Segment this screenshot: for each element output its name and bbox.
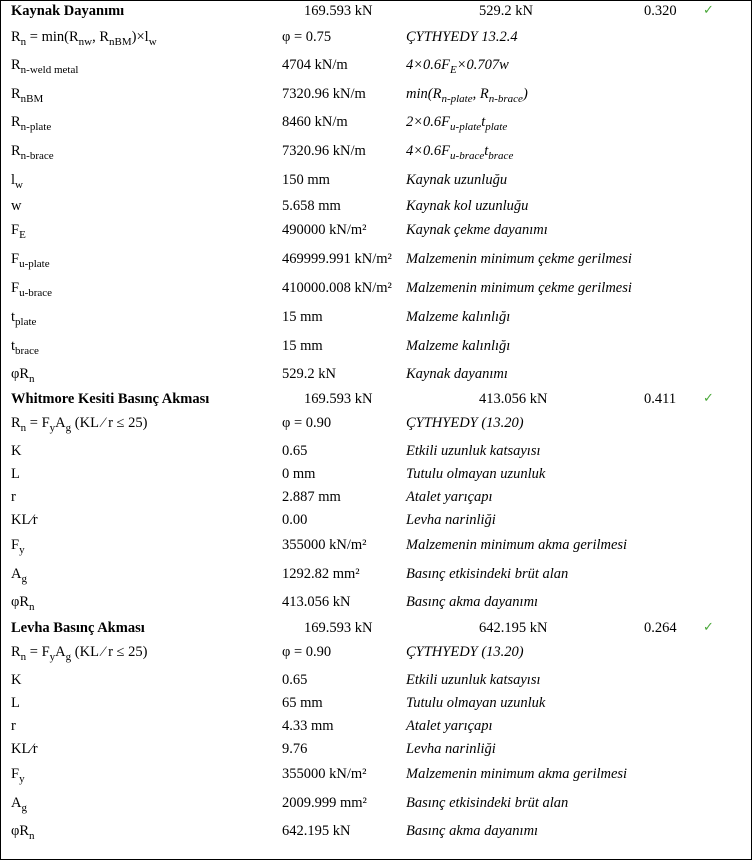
note: Malzemenin minimum akma gerilmesi (406, 766, 628, 782)
value: 0.00 (282, 512, 308, 528)
value: φ = 0.75 (282, 29, 332, 45)
check-icon: ✓ (703, 620, 714, 635)
note: Etkili uzunluk katsayısı (406, 443, 541, 459)
value: 410000.008 kN/m² (282, 280, 392, 296)
note: Basınç akma dayanımı (406, 823, 539, 839)
symbol: $R_{nBM}$ (11, 86, 44, 105)
value: 9.76 (282, 741, 308, 757)
symbol: $R_n = F_yA_g$ (KL ⁄ r ≤ 25) (11, 415, 148, 434)
symbol: $l_w$ (11, 172, 23, 191)
check-icon: ✓ (703, 3, 714, 18)
symbol: $A_g$ (11, 795, 27, 814)
symbol: $\varphi R_n$ (11, 594, 35, 613)
value: 0 mm (282, 466, 316, 482)
symbol: $F_{u-brace}$ (11, 280, 53, 299)
capacity-value: 642.195 kN (479, 620, 548, 636)
symbol: $A_g$ (11, 566, 27, 585)
formula: $4\times 0.6F_{u-brace}t_{brace}$ (406, 143, 514, 162)
symbol: r (11, 718, 16, 734)
note: Malzemenin minimum çekme gerilmesi (406, 280, 632, 296)
value: 65 mm (282, 695, 323, 711)
symbol: KL⁄r (11, 741, 38, 757)
ratio-value: 0.411 (644, 391, 677, 407)
ratio-value: 0.320 (644, 3, 677, 19)
value: 642.195 kN (282, 823, 351, 839)
value: 355000 kN/m² (282, 766, 367, 782)
note: ÇYTHYEDY (13.20) (406, 644, 524, 660)
capacity-value: 413.056 kN (479, 391, 548, 407)
formula: $2\times 0.6F_{u-plate}t_{plate}$ (406, 114, 508, 133)
demand-value: 169.593 kN (304, 620, 373, 636)
note: Malzemenin minimum çekme gerilmesi (406, 251, 632, 267)
symbol: r (11, 489, 16, 505)
value: 5.658 mm (282, 198, 341, 214)
formula: $\min(R_{n-plate}$, $R_{n-brace}$) (406, 86, 528, 105)
note: Malzemenin minimum akma gerilmesi (406, 537, 628, 553)
value: φ = 0.90 (282, 415, 332, 431)
note: Kaynak çekme dayanımı (406, 222, 548, 238)
symbol: $t_{plate}$ (11, 309, 37, 328)
value: 0.65 (282, 443, 308, 459)
value: 2009.999 mm² (282, 795, 367, 811)
symbol: $F_E$ (11, 222, 26, 241)
value: 8460 kN/m (282, 114, 348, 130)
note: Etkili uzunluk katsayısı (406, 672, 541, 688)
value: 490000 kN/m² (282, 222, 367, 238)
value: 4.33 mm (282, 718, 334, 734)
capacity-value: 529.2 kN (479, 3, 533, 19)
note: Kaynak kol uzunluğu (406, 198, 529, 214)
value: 2.887 mm (282, 489, 341, 505)
value: 0.65 (282, 672, 308, 688)
value: 1292.82 mm² (282, 566, 360, 582)
symbol: $R_{n-plate}$ (11, 114, 52, 133)
note: Atalet yarıçapı (406, 718, 493, 734)
symbol: $F_y$ (11, 766, 25, 785)
symbol: $F_y$ (11, 537, 25, 556)
symbol: $t_{brace}$ (11, 338, 39, 357)
note: Atalet yarıçapı (406, 489, 493, 505)
symbol: $R_{n-weld metal}$ (11, 57, 79, 76)
symbol: L (11, 695, 20, 711)
note: ÇYTHYEDY (13.20) (406, 415, 524, 431)
symbol: K (11, 672, 22, 688)
note: Kaynak uzunluğu (406, 172, 508, 188)
demand-value: 169.593 kN (304, 3, 373, 19)
symbol: $R_n = F_yA_g$ (KL ⁄ r ≤ 25) (11, 644, 148, 663)
note: Malzeme kalınlığı (406, 309, 511, 325)
symbol: K (11, 443, 22, 459)
note: ÇYTHYEDY 13.2.4 (406, 29, 518, 45)
value: 7320.96 kN/m (282, 143, 366, 159)
note: Levha narinliği (406, 741, 496, 757)
symbol: $R_{n-brace}$ (11, 143, 54, 162)
note: Tutulu olmayan uzunluk (406, 695, 546, 711)
section-title: Whitmore Kesiti Basınç Akması (11, 391, 210, 407)
value: 469999.991 kN/m² (282, 251, 392, 267)
note: Kaynak dayanımı (406, 366, 508, 382)
symbol: $\varphi R_n$ (11, 823, 35, 842)
section-title: Levha Basınç Akması (11, 620, 145, 636)
symbol: w (11, 198, 22, 214)
formula: $4\times 0.6F_E\times 0.707w$ (406, 57, 509, 76)
value: 355000 kN/m² (282, 537, 367, 553)
note: Basınç akma dayanımı (406, 594, 539, 610)
symbol: $\varphi R_n$ (11, 366, 35, 385)
note: Basınç etkisindeki brüt alan (406, 566, 569, 582)
value: 413.056 kN (282, 594, 351, 610)
symbol: L (11, 466, 20, 482)
value: 529.2 kN (282, 366, 336, 382)
symbol: $R_n = \min(R_{nw}$, $R_{nBM})\times l_w$ (11, 29, 157, 48)
value: φ = 0.90 (282, 644, 332, 660)
value: 4704 kN/m (282, 57, 348, 73)
symbol: $F_{u-plate}$ (11, 251, 50, 270)
note: Basınç etkisindeki brüt alan (406, 795, 569, 811)
value: 15 mm (282, 309, 323, 325)
section-title: Kaynak Dayanımı (11, 3, 125, 19)
value: 15 mm (282, 338, 323, 354)
check-icon: ✓ (703, 391, 714, 406)
note: Tutulu olmayan uzunluk (406, 466, 546, 482)
ratio-value: 0.264 (644, 620, 677, 636)
note: Malzeme kalınlığı (406, 338, 511, 354)
symbol: KL⁄r (11, 512, 38, 528)
value: 7320.96 kN/m (282, 86, 366, 102)
demand-value: 169.593 kN (304, 391, 373, 407)
value: 150 mm (282, 172, 330, 188)
note: Levha narinliği (406, 512, 496, 528)
